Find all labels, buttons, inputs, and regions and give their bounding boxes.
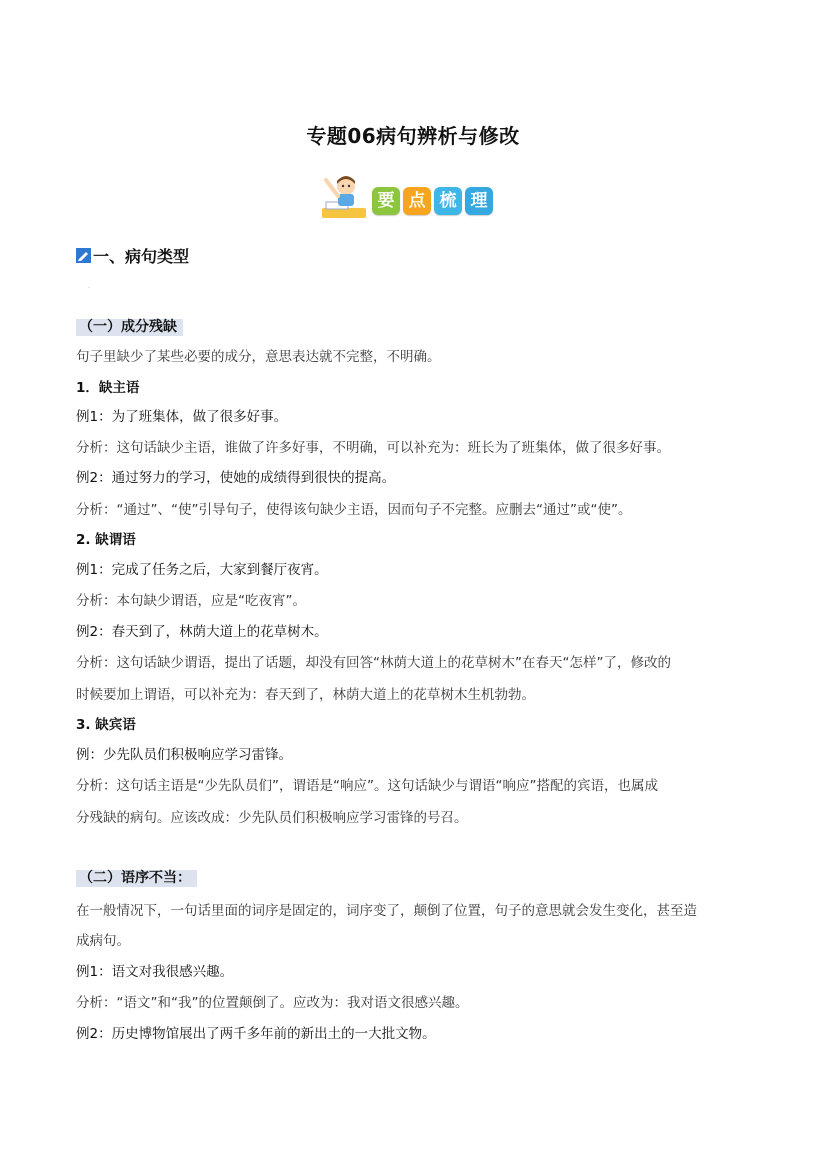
paragraph: 成病句。 (76, 933, 130, 949)
section-title: 一、病句类型 (93, 247, 190, 266)
student-illustration-icon (318, 172, 370, 224)
paragraph: 句子里缺少了某些必要的成分，意思表达就不完整，不明确。 (76, 349, 441, 365)
paragraph: 在一般情况下，一句话里面的词序是固定的，词序变了，颠倒了位置，句子的意思就会发生变化，甚至造 (76, 903, 697, 919)
key-points-banner (318, 172, 518, 224)
analysis-line: 分残缺的病句。应该改成：少先队员们积极响应学习雷锋的号召。 (76, 810, 468, 826)
analysis-line: 分析：这句话缺少主语，谁做了许多好事，不明确，可以补充为：班长为了班集体，做了很多好事。 (76, 440, 670, 456)
example-line: 例1：完成了任务之后，大家到餐厅夜宵。 (76, 562, 328, 578)
topic-heading: 1．缺主语 (76, 380, 140, 396)
example-line: 例1：语文对我很感兴趣。 (76, 964, 234, 980)
analysis-line: 分析：本句缺少谓语，应是“吃夜宵”。 (76, 593, 306, 609)
example-line: 例2：历史博物馆展出了两千多年前的新出土的一大批文物。 (76, 1026, 436, 1042)
banner-char-badge: 要 (372, 187, 400, 215)
topic-heading: 2. 缺谓语 (76, 532, 136, 548)
analysis-line: 分析：“语文”和“我”的位置颠倒了。应改为：我对语文很感兴趣。 (76, 995, 469, 1011)
pen-icon (76, 248, 91, 263)
analysis-line: 分析：“通过”、“使”引导句子，使得该句缺少主语，因而句子不完整。应删去“通过”或“使”。 (76, 502, 632, 518)
example-line: 例2：通过努力的学习，使她的成绩得到很快的提高。 (76, 470, 396, 486)
page-title: 专题06病句辨析与修改 (306, 124, 520, 148)
banner-char-badge: 梳 (434, 187, 462, 215)
subsection-heading: （一）成分残缺 (76, 319, 183, 336)
example-line: 例1：为了班集体，做了很多好事。 (76, 409, 288, 425)
example-line: 例：少先队员们积极响应学习雷锋。 (76, 747, 292, 763)
section-heading (76, 244, 189, 267)
subsection-heading: （二）语序不当： (76, 870, 197, 887)
example-line: 例2：春天到了，林荫大道上的花草树木。 (76, 624, 328, 640)
analysis-line: 分析：这句话缺少谓语，提出了话题，却没有回答“林荫大道上的花草树木”在春天“怎样”了，修改的 (76, 655, 671, 671)
banner-char-badge: 理 (465, 187, 493, 215)
analysis-line: 分析：这句话主语是“少先队员们”，谓语是“响应”。这句话缺少与谓语“响应”搭配的宾语，也属成 (76, 778, 658, 794)
banner-char-badge: 点 (403, 187, 431, 215)
topic-heading: 3. 缺宾语 (76, 717, 136, 733)
analysis-line: 时候要加上谓语，可以补充为：春天到了，林荫大道上的花草树木生机勃勃。 (76, 687, 535, 703)
divider-dot: · (88, 285, 90, 292)
